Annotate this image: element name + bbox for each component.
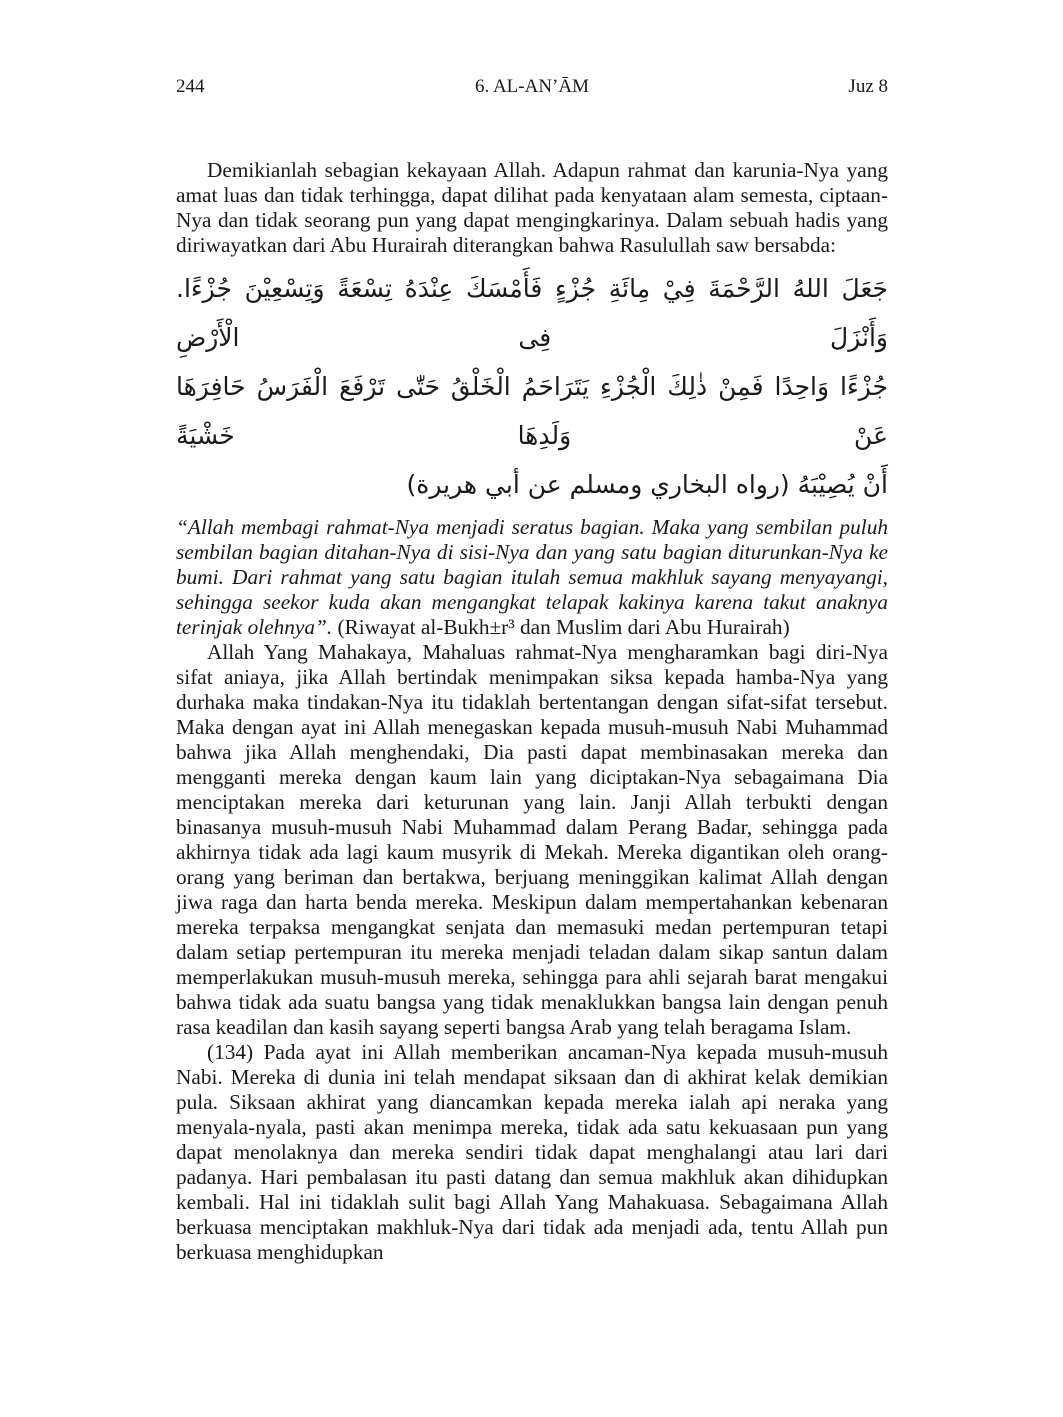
hadith-translation xyxy=(176,515,888,640)
hadith-source: (Riwayat al-Bukh±r³ dan Muslim dari Abu Hurairah) xyxy=(332,615,790,639)
juz-label: Juz 8 xyxy=(848,76,888,97)
surah-title: 6. AL-AN’ĀM xyxy=(475,76,589,97)
body-text xyxy=(176,158,888,1265)
page-number: 244 xyxy=(176,76,205,97)
intro-paragraph: Demikianlah sebagian kekayaan Allah. Adapun rahmat dan karunia-Nya yang amat luas dan tidak terhingga, dapat dilihat pada kenyataan alam semesta, ciptaan-Nya dan tidak seorang pun yang dapat mengingkarinya. Dalam sebuah hadis yang diriwayatkan dari Abu Hurairah diterangkan bahwa Rasulullah saw bersabda: xyxy=(176,158,888,257)
hadith-translation-text: “Allah membagi rahmat-Nya menjadi seratus bagian. Maka yang sembilan puluh sembilan bagian ditahan-Nya di sisi-Nya dan yang satu bagian diturunkan-Nya ke bumi. Dari rahmat yang satu bagian itulah semua makhluk sayang menyayangi, sehingga seekor kuda akan mengangkat telapak kakinya karena takut anaknya terinjak olehnya”. xyxy=(176,515,888,639)
paragraph: Allah Yang Mahakaya, Mahaluas rahmat-Nya mengharamkan bagi diri-Nya sifat aniaya, jika Allah bertindak menimpakan siksa kepada hamba-Nya yang durhaka maka tindakan-Nya itu tidaklah bertentangan dengan sifat-sifat tersebut. Maka dengan ayat ini Allah menegaskan kepada musuh-musuh Nabi Muhammad bahwa jika Allah menghendaki, Dia pasti dapat membinasakan mereka dan mengganti mereka dengan kaum lain yang diciptakan-Nya sebagaimana Dia menciptakan mereka dari keturunan yang lain. Janji Allah terbukti dengan binasanya musuh-musuh Nabi Muhammad dalam Perang Badar, sehingga pada akhirnya tidak ada lagi kaum musyrik di Mekah. Mereka digantikan oleh orang-orang yang beriman dan bertakwa, berjuang meninggikan kalimat Allah dengan jiwa raga dan harta benda mereka. Meskipun dalam mempertahankan kebenaran mereka terpaksa mengangkat senjata dan memasuki medan pertempuran tetapi dalam setiap pertempuran itu mereka menjadi teladan dalam sikap santun dalam memperlakukan musuh-musuh mereka, sehingga para ahli sejarah barat mengakui bahwa tidak ada suatu bangsa yang tidak menaklukkan bangsa lain dengan penuh rasa keadilan dan kasih sayang seperti bangsa Arab yang telah beragama Islam. xyxy=(176,640,888,1039)
hadith-arabic-line: جَعَلَ اللهُ الرَّحْمَةَ فِيْ مِائَةِ جُزْءٍ فَأَمْسَكَ عِنْدَهُ تِسْعَةً وَتِسْعِيْنَ جُزْءًا. وَأَنْزَلَ فِى الْأَرْضِ xyxy=(176,274,888,352)
hadith-arabic-line: جُزْءًا وَاحِدًا فَمِنْ ذٰلِكَ الْجُزْءِ يَتَرَاحَمُ الْخَلْقُ حَتّٰى تَرْفَعَ الْفَرَسُ حَافِرَهَا عَنْ وَلَدِهَا خَشْيَةً xyxy=(176,372,888,450)
hadith-arabic xyxy=(176,264,888,509)
hadith-arabic-line: أَنْ يُصِيْبَهُ (رواه البخاري ومسلم عن أبي هريرة) xyxy=(406,470,888,499)
page-header xyxy=(176,76,888,102)
paragraph: (134) Pada ayat ini Allah memberikan ancaman-Nya kepada musuh-musuh Nabi. Mereka di dunia ini telah mendapat siksaan dan di akhirat kelak demikian pula. Siksaan akhirat yang diancamkan kepada mereka ialah api neraka yang menyala-nyala, pasti akan menimpa mereka, tidak ada satu kekuasaan pun yang dapat menolaknya dan mereka sendiri tidak dapat menghalangi atau lari dari padanya. Hari pembalasan itu pasti datang dan semua makhluk akan dihidupkan kembali. Hal ini tidaklah sulit bagi Allah Yang Mahakuasa. Sebagaimana Allah berkuasa menciptakan makhluk-Nya dari tidak ada menjadi ada, tentu Allah pun berkuasa menghidupkan xyxy=(176,1040,888,1264)
